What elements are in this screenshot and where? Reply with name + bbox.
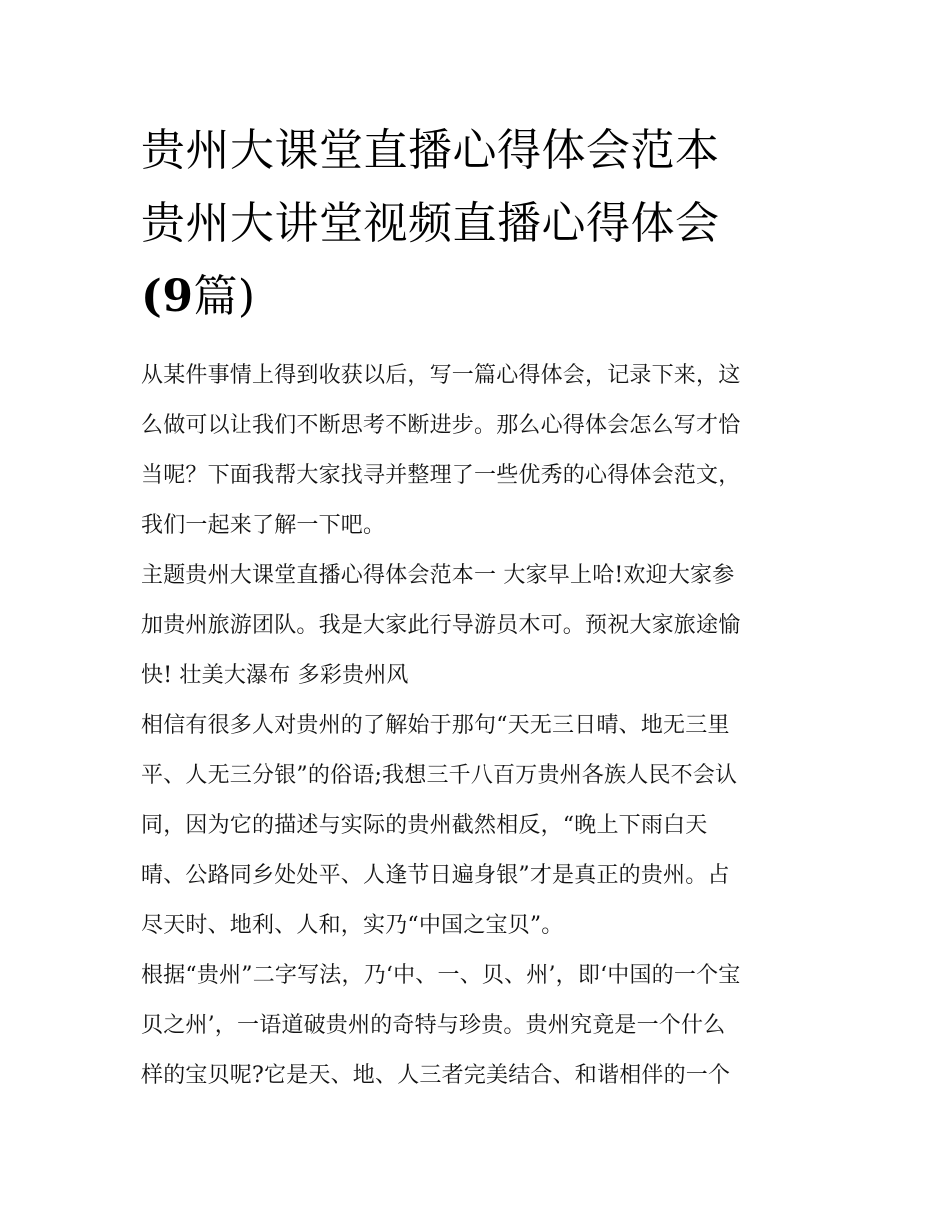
body-paragraph [141,551,821,701]
text-line: 晴、公路同乡处处平、人逢节日遍身银”才是真正的贵州。占 [141,863,730,888]
text-line: 根据“贵州”二字写法，乃‘中、一、贝、州’，即‘中国的一个宝 [141,963,741,988]
intro-paragraph [141,351,821,551]
text-line: 相信有很多人对贵州的了解始于那句“天无三日晴、地无三里 [141,713,730,738]
document-title [141,114,821,333]
text-line: 当呢？下面我帮大家找寻并整理了一些优秀的心得体会范文， [141,463,741,488]
text-line: 主题贵州大课堂直播心得体会范本一 大家早上哈!欢迎大家参 [141,563,735,588]
text-line: 从某件事情上得到收获以后，写一篇心得体会，记录下来，这 [141,363,741,388]
text-line: 加贵州旅游团队。我是大家此行导游员木可。预祝大家旅途愉 [141,613,741,638]
text-line: 快! 壮美大瀑布 多彩贵州风 [141,663,409,688]
text-line: 尽天时、地利、人和，实乃“中国之宝贝”。 [141,913,564,938]
text-line: 样的宝贝呢?它是天、地、人三者完美结合、和谐相伴的一个 [141,1063,731,1088]
title-line-1: 贵州大课堂直播心得体会范本 [141,125,720,176]
body-paragraph [141,951,821,1101]
body-paragraph [141,701,821,951]
text-line: 么做可以让我们不断思考不断进步。那么心得体会怎么写才恰 [141,413,741,438]
title-count: (9 [141,271,194,322]
title-count-suffix: 篇) [193,271,256,322]
text-line: 我们一起来了解一下吧。 [141,513,386,538]
text-line: 同，因为它的描述与实际的贵州截然相反，“晚上下雨白天 [141,813,708,838]
text-line: 平、人无三分银”的俗语;我想三千八百万贵州各族人民不会认 [141,763,738,788]
document-body [141,114,821,1101]
title-line-2: 贵州大讲堂视频直播心得体会 [141,198,720,249]
text-line: 贝之州’，一语道破贵州的奇特与珍贵。贵州究竟是一个什么 [141,1013,726,1038]
